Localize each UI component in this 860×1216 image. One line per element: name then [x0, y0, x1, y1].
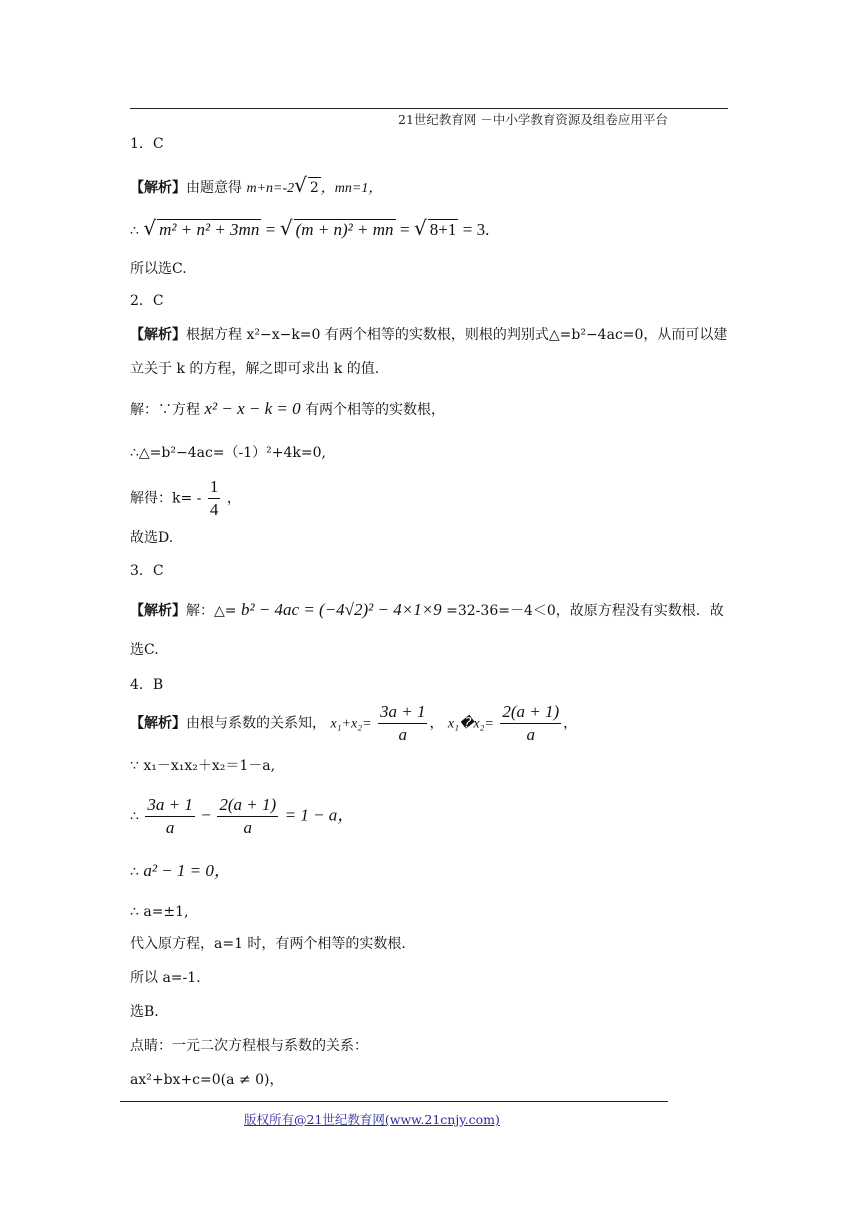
- q4-sum-frac: [378, 701, 427, 746]
- q3-post: =32-36=－4＜0，故原方程没有实数根．故: [446, 603, 724, 619]
- q3-expr: b² − 4ac = (−4√2)² − 4×1×9: [240, 600, 442, 619]
- q1-expr1: m² + n² + 3mn: [159, 220, 260, 239]
- q4-sum-num: 3a + 1: [378, 701, 427, 724]
- q4-analysis: 【解析】由根与系数的关系知， x₁+x₂= $\frac{3a + 1}{a}$ ， x₁�x₂= $\frac{2(a + 1)}{a}$ ，: [130, 702, 578, 744]
- q1-eq-1: =: [265, 220, 276, 239]
- footer-rule: [120, 1101, 668, 1102]
- q4-step-frac1-den: a: [165, 818, 175, 837]
- q4-prod-frac: [500, 701, 561, 746]
- q3-analysis: [130, 600, 724, 621]
- q1-therefore: ∴: [130, 223, 139, 239]
- q1-expr2: (m + n)² + mn: [295, 220, 394, 239]
- q4-note: 点睛：一元二次方程根与系数的关系：: [130, 1038, 368, 1054]
- q1-radical-icon-3: √: [414, 216, 427, 240]
- q1-result: = 3.: [462, 220, 490, 239]
- q1-text: 由题意得: [186, 180, 242, 196]
- q2-sol-post: 有两个相等的实数根，: [305, 402, 446, 418]
- q4-step-frac1: [145, 794, 194, 839]
- q1-sum: m+n=-2: [246, 181, 295, 196]
- q1-prod: ，mn=1，: [320, 181, 383, 196]
- q4-given: ∵ x₁－x₁x₂＋x₂＝1－a,: [130, 758, 276, 774]
- q1-radical-icon-1: √: [143, 216, 157, 240]
- q4-step3: ∴ a=±1,: [130, 904, 189, 920]
- q1-choose: 所以选C.: [130, 261, 187, 277]
- q2-choose: 故选D.: [130, 530, 174, 546]
- q3-pre: 解：△=: [186, 603, 237, 619]
- q4-general: ax²+bx+c=0(a ≠ 0)，: [130, 1072, 284, 1088]
- q2-analysis-1: [130, 325, 727, 345]
- q4-so: 所以 a=-1.: [130, 970, 201, 986]
- q4-label: 【解析】: [130, 715, 186, 732]
- q4-prod-lhs: x₁�x₂=: [447, 716, 494, 732]
- q1-label: 【解析】: [130, 180, 186, 196]
- q1-answer: 1．C: [130, 136, 164, 152]
- q4-step-frac2-den: a: [243, 818, 252, 837]
- q4-step-frac1-num: 3a + 1: [145, 794, 194, 817]
- q2-solution: [130, 399, 445, 420]
- q1-radical-icon-2: √: [279, 216, 293, 240]
- q4-answer: 4．B: [130, 677, 164, 693]
- q4-step-frac2: [217, 794, 278, 839]
- q2-frac-num: 1: [208, 476, 221, 499]
- q1-equation: [130, 218, 489, 241]
- q2-solve: [130, 476, 241, 521]
- q2-sol-eq: x² − x − k = 0: [204, 399, 301, 418]
- q4-sub-in: 代入原方程，a=1 时，有两个相等的实数根.: [130, 936, 406, 952]
- q1-sum-radicand: 2: [308, 177, 321, 198]
- q4-text: 由根与系数的关系知，: [186, 715, 326, 732]
- q2-text1: 根据方程 x²−x−k=0 有两个相等的实数根，则根的判别式△=b²−4ac=0，从而可以建: [186, 327, 728, 343]
- q4-sum-den: a: [398, 725, 407, 744]
- q1-radical-icon: √: [294, 173, 307, 197]
- q2-solve-pre: 解得：k= -: [130, 490, 202, 507]
- q4-step-frac2-num: 2(a + 1): [217, 794, 278, 817]
- q3-label: 【解析】: [130, 603, 186, 619]
- q1-analysis: [130, 175, 382, 199]
- q4-step2: ∴ a² − 1 = 0，: [130, 861, 231, 880]
- q2-frac: [208, 476, 221, 521]
- q3-choose: 选C.: [130, 642, 159, 658]
- header-rule: [130, 108, 728, 109]
- q2-label: 【解析】: [130, 327, 186, 343]
- footer-copyright-link[interactable]: 版权所有@21世纪教育网(www.21cnjy.com): [244, 1112, 500, 1127]
- q4-sum-lhs: x₁+x₂=: [330, 716, 372, 732]
- q4-prod-num: 2(a + 1): [500, 701, 561, 724]
- q4-prod-den: a: [526, 725, 535, 744]
- header-site: 21世纪教育网 －中小学教育资源及组卷应用平台: [398, 112, 668, 127]
- q1-eq-2: =: [399, 220, 410, 239]
- q2-frac-den: 4: [209, 500, 219, 519]
- q2-analysis-2: 立关于 k 的方程，解之即可求出 k 的值.: [130, 361, 380, 377]
- q2-sol-pre: 解：∵方程: [130, 402, 200, 418]
- q4-step-rhs: = 1 − a，: [284, 805, 355, 825]
- q1-expr3: 8+1: [429, 220, 457, 239]
- q2-disc: ∴△=b²−4ac=（-1）²+4k=0,: [130, 445, 326, 461]
- q4-step2-expr: a² − 1 = 0，: [143, 861, 231, 880]
- q2-answer: 2．C: [130, 293, 164, 309]
- q4-choose: 选B.: [130, 1004, 159, 1020]
- q4-step1: ∴ $\frac{3a + 1}{a}$ − $\frac{2(a + 1)}{a}$ = 1 − a，: [130, 795, 355, 837]
- q3-answer: 3．C: [130, 563, 164, 579]
- q2-solve-post: ，: [226, 490, 241, 507]
